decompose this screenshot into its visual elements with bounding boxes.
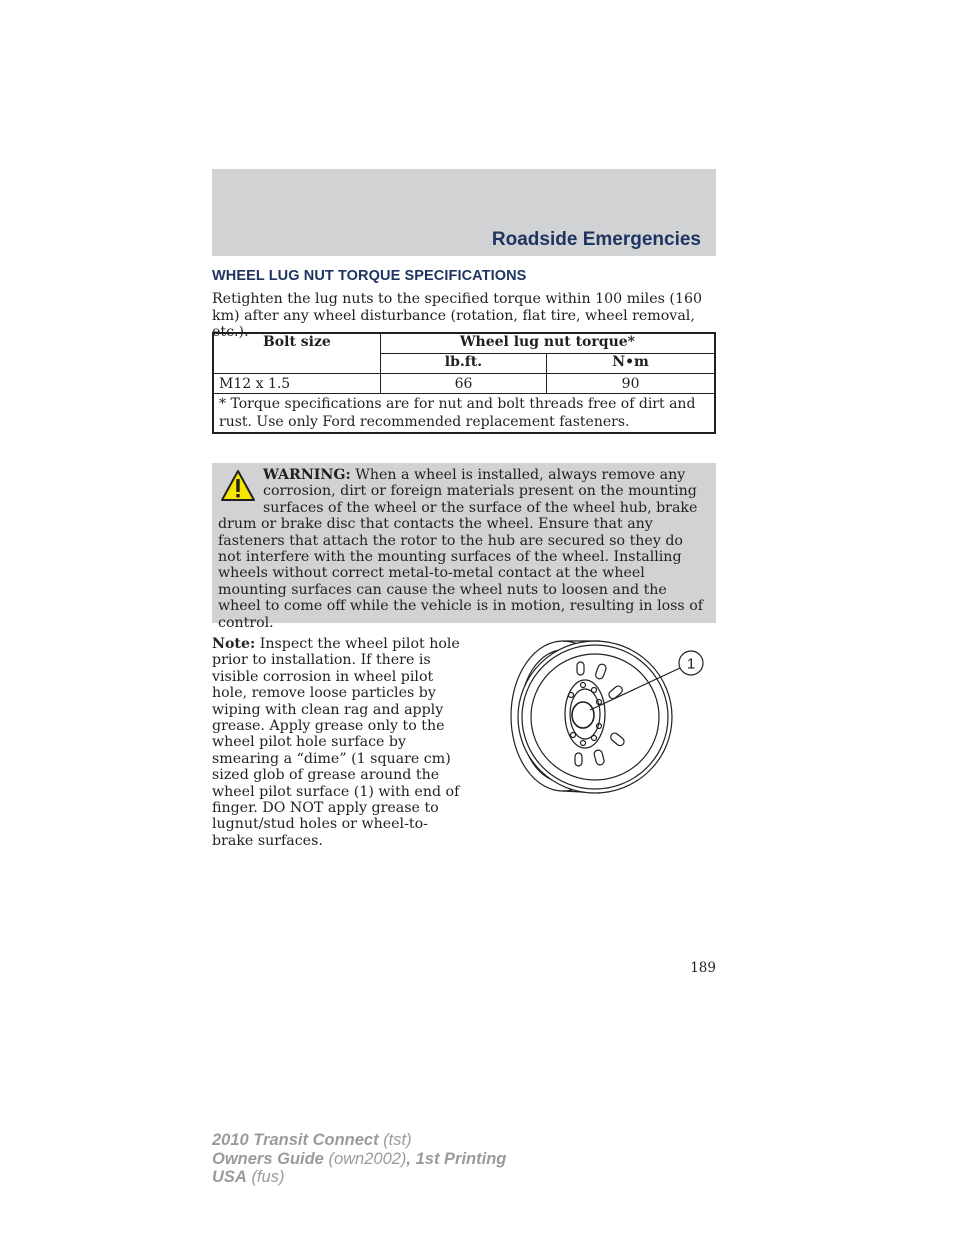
intro-paragraph: Retighten the lug nuts to the specified torque within 100 miles (160 km) after any wheel disturbance (rotation, flat tire, wheel removal, etc.).	[212, 291, 703, 340]
footer-market: USA	[212, 1168, 247, 1186]
footer-guide: Owners Guide	[212, 1149, 324, 1168]
note-text: Inspect the wheel pilot hole prior to installation. If there is visible corrosion in wheel pilot hole, remove loose particles by wiping with clean rag and apply grease. Apply grease only to the wheel pilot hole surface by smearing a “dime” (1 square cm) sized glob of grease around the wheel pilot surface (1) with end of finger. DO NOT apply grease to lugnut/stud holes or wheel-to-brake surfaces.	[212, 636, 460, 849]
table-row	[213, 374, 715, 394]
page-number: 189	[690, 960, 716, 976]
subheader-nm: N•m	[547, 354, 715, 374]
cell-nm: 90	[547, 374, 715, 394]
chapter-title: Roadside Emergencies	[491, 229, 701, 250]
section-header-band	[212, 169, 716, 256]
torque-spec-table	[212, 332, 716, 434]
cell-bolt-size: M12 x 1.5	[213, 374, 380, 394]
note-paragraph	[212, 636, 468, 849]
col-header-torque: Wheel lug nut torque*	[380, 333, 715, 354]
footer-market-code: (fus)	[251, 1168, 285, 1186]
callout-number: 1	[686, 655, 696, 673]
section-heading: WHEEL LUG NUT TORQUE SPECIFICATIONS	[212, 268, 527, 284]
col-header-bolt-size: Bolt size	[213, 333, 380, 374]
footer-vehicle-code: (tst)	[383, 1131, 412, 1149]
warning-label: WARNING:	[263, 467, 351, 483]
warning-triangle-icon	[220, 469, 256, 503]
subheader-lbft: lb.ft.	[380, 354, 546, 374]
cell-lbft: 66	[380, 374, 546, 394]
note-label: Note:	[212, 636, 256, 652]
footer-vehicle: 2010 Transit Connect	[212, 1131, 379, 1149]
wheel-pilot-hole-illustration	[505, 640, 715, 800]
warning-box	[212, 463, 716, 631]
table-footnote: * Torque specifications are for nut and bolt threads free of dirt and rust. Use only Ford recommended replacement fasteners.	[213, 394, 715, 434]
warning-text: When a wheel is installed, always remove any corrosion, dirt or foreign materials present on the mounting surfaces of the wheel or the surface of the wheel hub, brake drum or brake disc that contacts the wheel. Ensure that any fasteners that attach the rotor to the hub are secured so they do not interfere with the mounting surfaces of the wheel. Installing wheels without correct metal-to-metal contact at the wheel mounting surfaces can cause the wheel nuts to loosen and the wheel to come off while the vehicle is in motion, resulting in loss of control.	[218, 467, 704, 631]
footer-printing: , 1st Printing	[406, 1149, 507, 1168]
footer-guide-code: (own2002)	[328, 1149, 407, 1168]
document-footer	[212, 1131, 506, 1187]
